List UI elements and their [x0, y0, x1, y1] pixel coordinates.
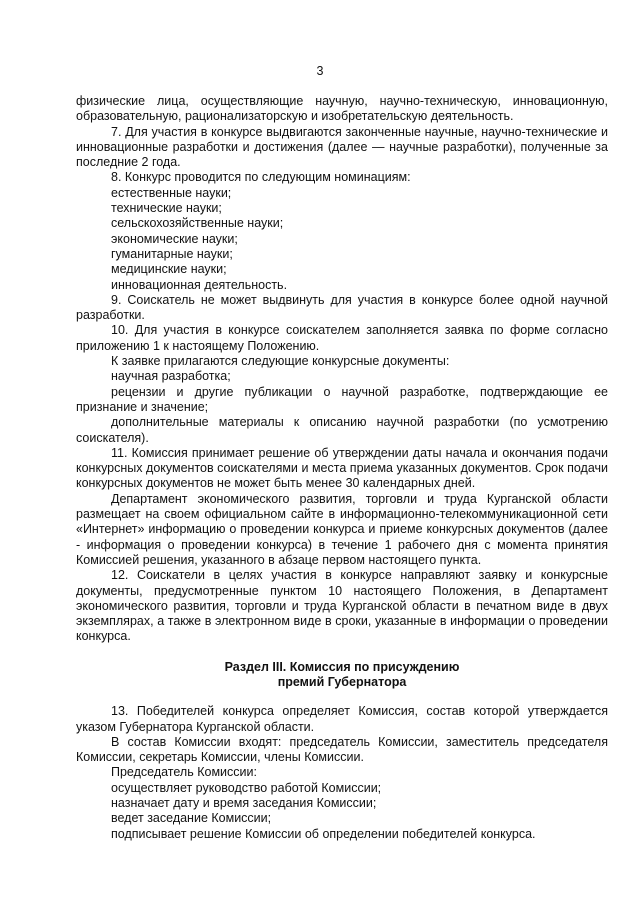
document-list-item: рецензии и другие публикации о научной разработке, подтверждающие ее признание и значение;	[76, 384, 608, 414]
nomination-item: экономические науки;	[111, 231, 238, 246]
chairman-duty-item: подписывает решение Комиссии об определении победителей конкурса.	[111, 826, 536, 841]
page-number: 3	[316, 64, 324, 78]
chairman-duty-item: ведет заседание Комиссии;	[111, 811, 272, 826]
paragraph-item-10: 10. Для участия в конкурсе соискателем заполняется заявка по форме согласно приложению 1 к настоящему Положению.	[76, 323, 608, 353]
nomination-item: естественные науки;	[111, 185, 232, 200]
nomination-item: медицинские науки;	[111, 262, 227, 277]
paragraph-commission-composition: В состав Комиссии входят: председатель Комиссии, заместитель председателя Комиссии, секретарь Комиссии, члены Комиссии.	[76, 734, 608, 765]
chairman-duty-item: назначает дату и время заседания Комиссии;	[111, 796, 377, 811]
paragraph-participants: физические лица, осуществляющие научную, научно-техническую, инновационную, образовательную, рационализаторскую и изобретательскую деятельность.	[76, 94, 608, 124]
paragraph-item-7: 7. Для участия в конкурсе выдвигаются законченные научные, научно-технические и инновационные разработки и достижения (далее — научные разработки), полученные за последние 2 года.	[76, 124, 608, 170]
paragraph-documents-intro: К заявке прилагаются следующие конкурсные документы:	[111, 354, 450, 369]
section-title-line: премий Губернатора	[277, 674, 407, 689]
paragraph-item-9: 9. Соискатель не может выдвинуть для участия в конкурсе более одной научной разработки.	[76, 292, 608, 323]
paragraph-item-8: 8. Конкурс проводится по следующим номинациям:	[111, 170, 411, 185]
section-title-line: Раздел III. Комиссия по присуждению	[224, 659, 460, 674]
nomination-item: сельскохозяйственные науки;	[111, 216, 284, 231]
paragraph-department: Департамент экономического развития, торговли и труда Курганской области размещает на своем официальном сайте в информационно-телекоммуникационной сети «Интернет» информацию о проведении конкурса и приеме конкурсных документов (далее - информация о проведении конкурса) в течение 1 рабочего дня с момента принятия Комиссией решения, указанного в абзаце первом настоящего пункта.	[76, 491, 608, 567]
paragraph-chairman: Председатель Комиссии:	[111, 765, 257, 780]
paragraph-item-13: 13. Победителей конкурса определяет Комиссия, состав которой утверждается указом Губернатора Курганской области.	[76, 704, 608, 734]
chairman-duty-item: осуществляет руководство работой Комиссии;	[111, 780, 382, 795]
document-list-item: научная разработка;	[111, 369, 231, 384]
paragraph-item-12: 12. Соискатели в целях участия в конкурсе направляют заявку и конкурсные документы, предусмотренные пунктом 10 настоящего Положения, в Департамент экономического развития, торговли и труда Курганской области в печатном виде в двух экземплярах, а также в электронном виде в сроки, указанные в информации о проведении конкурса.	[76, 568, 608, 644]
document-list-item: дополнительные материалы к описанию научной разработки (по усмотрению соискателя).	[76, 415, 608, 445]
section-title	[76, 660, 608, 691]
paragraph-item-11: 11. Комиссия принимает решение об утверждении даты начала и окончания подачи конкурсных документов соискателями и места приема указанных документов. Срок подачи конкурсных документов не может быть менее 30 календарных дней.	[76, 445, 608, 491]
nomination-item: технические науки;	[111, 201, 222, 216]
nomination-item: инновационная деятельность.	[111, 277, 288, 292]
nomination-item: гуманитарные науки;	[111, 246, 233, 261]
document-body	[76, 94, 608, 842]
